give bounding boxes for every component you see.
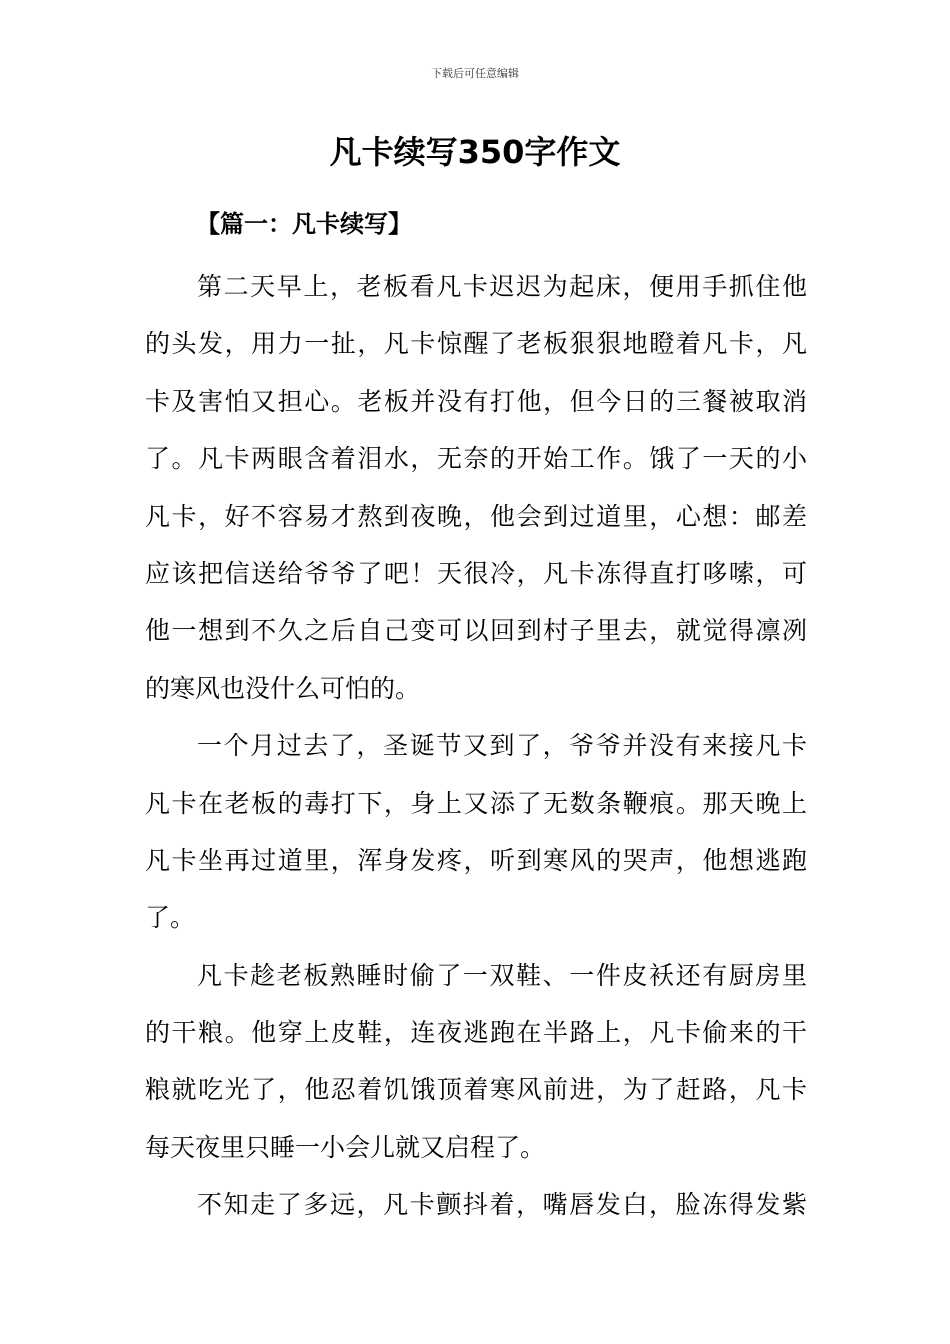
text-line: 凡卡趁老板熟睡时偷了一双鞋、一件皮袄还有厨房里 [197,960,807,990]
text-line: 粮就吃光了，他忍着饥饿顶着寒风前进，为了赶路，凡卡 [145,1075,807,1105]
paragraph-1 [145,258,807,717]
text-line: 不知走了多远，凡卡颤抖着，嘴唇发白，脸冻得发紫 [197,1190,807,1220]
text-line: 的干粮。他穿上皮鞋，连夜逃跑在半路上，凡卡偷来的干 [145,1018,807,1048]
text-line: 的头发，用力一扯，凡卡惊醒了老板狠狠地瞪着凡卡，凡 [145,329,807,359]
paragraph-2 [145,717,807,947]
text-line: 他一想到不久之后自己变可以回到村子里去，就觉得凛冽 [145,616,807,646]
text-line: 凡卡坐再过道里，浑身发疼，听到寒风的哭声，他想逃跑 [145,845,807,875]
paragraph-4 [145,1176,807,1233]
text-line: 的寒风也没什么可怕的。 [145,673,421,703]
header-note: 下载后可任意编辑 [431,67,519,80]
text-line: 应该把信送给爷爷了吧！天很冷，凡卡冻得直打哆嗦，可 [145,558,807,588]
text-line: 了。 [145,903,196,933]
text-line: 凡卡，好不容易才熬到夜晚，他会到过道里，心想：邮差 [145,501,807,531]
page-title: 凡卡续写350字作文 [329,133,621,171]
text-line: 每天夜里只睡一小会儿就又启程了。 [145,1132,546,1162]
text-line: 第二天早上，老板看凡卡迟迟为起床，便用手抓住他 [197,272,807,301]
paragraph-3 [145,947,807,1177]
text-line: 一个月过去了，圣诞节又到了，爷爷并没有来接凡卡 [197,731,807,761]
body-text [145,258,807,1234]
text-line: 卡及害怕又担心。老板并没有打他，但今日的三餐被取消 [145,386,807,416]
text-line: 了。凡卡两眼含着泪水，无奈的开始工作。饿了一天的小 [145,444,807,474]
text-line: 凡卡在老板的毒打下，身上又添了无数条鞭痕。那天晚上 [145,788,807,818]
section-heading: 【篇一：凡卡续写】 [196,209,412,238]
